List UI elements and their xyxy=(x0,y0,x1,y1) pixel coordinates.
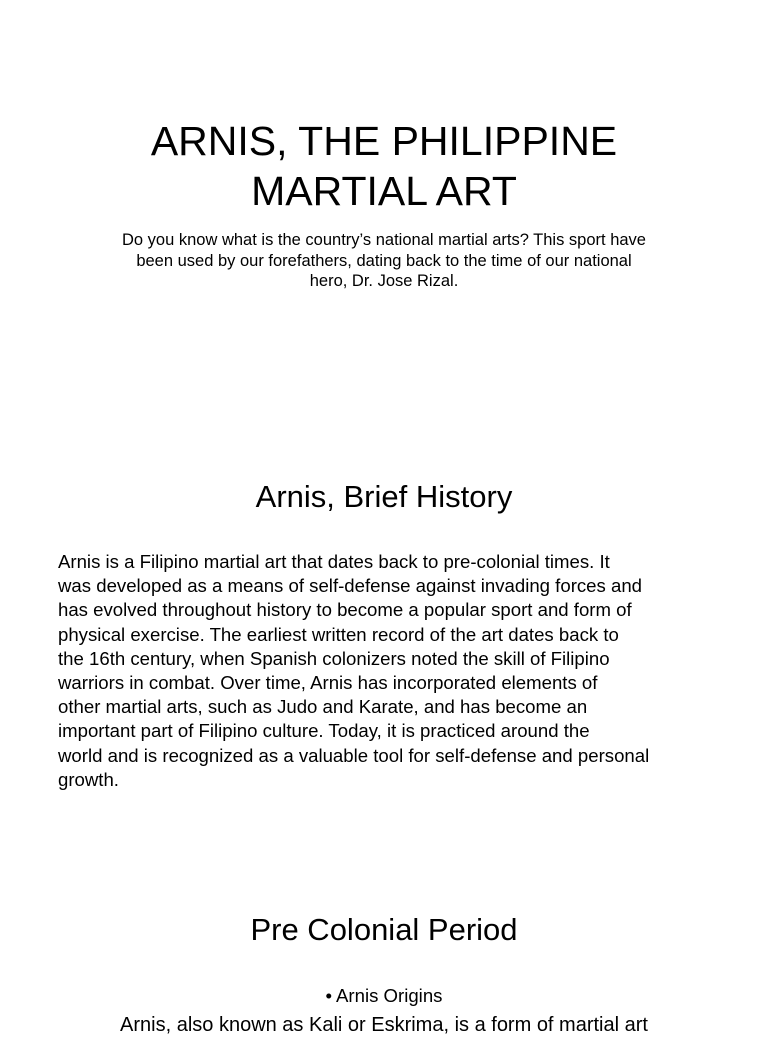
pre-colonial-section-title: Pre Colonial Period xyxy=(250,912,518,947)
bullet-label: Arnis Origins xyxy=(336,985,443,1006)
history-line: the 16th century, when Spanish colonizers noted the skill of Filipino xyxy=(58,647,610,669)
history-line: world and is recognized as a valuable tool for self-defense and personal xyxy=(58,744,650,766)
pre-colonial-slide xyxy=(0,864,768,1036)
page-title xyxy=(100,116,668,216)
partial-paragraph-line: Arnis, also known as Kali or Eskrima, is a form of martial art xyxy=(120,1014,648,1036)
bullet-item xyxy=(60,984,708,1008)
page-title-line-2: MARTIAL ART xyxy=(251,168,517,214)
history-slide xyxy=(0,432,768,864)
page-title-line-1: ARNIS, THE PHILIPPINE xyxy=(150,118,618,164)
subtitle-line-2: been used by our forefathers, dating back to the time of our national xyxy=(136,251,632,270)
history-line: other martial arts, such as Judo and Karate, and has become an xyxy=(58,696,588,718)
history-line: physical exercise. The earliest written record of the art dates back to xyxy=(58,623,619,645)
history-line: growth. xyxy=(58,768,119,790)
page-subtitle xyxy=(96,230,672,292)
subtitle-line-1: Do you know what is the country’s national martial arts? This sport have xyxy=(122,231,646,249)
history-line: was developed as a means of self-defense against invading forces and xyxy=(58,575,643,597)
history-paragraph xyxy=(58,550,718,792)
bullet-icon: • xyxy=(325,985,333,1006)
history-line: has evolved throughout history to become a popular sport and form of xyxy=(58,599,632,621)
history-line: important part of Filipino culture. Today, it is practiced around the xyxy=(58,720,590,742)
history-section-title: Arnis, Brief History xyxy=(255,479,513,514)
history-line: Arnis is a Filipino martial art that dates back to pre-colonial times. It xyxy=(58,551,610,572)
history-line: warriors in combat. Over time, Arnis has incorporated elements of xyxy=(58,672,598,694)
subtitle-line-3: hero, Dr. Jose Rizal. xyxy=(309,272,459,290)
title-slide xyxy=(0,0,768,432)
